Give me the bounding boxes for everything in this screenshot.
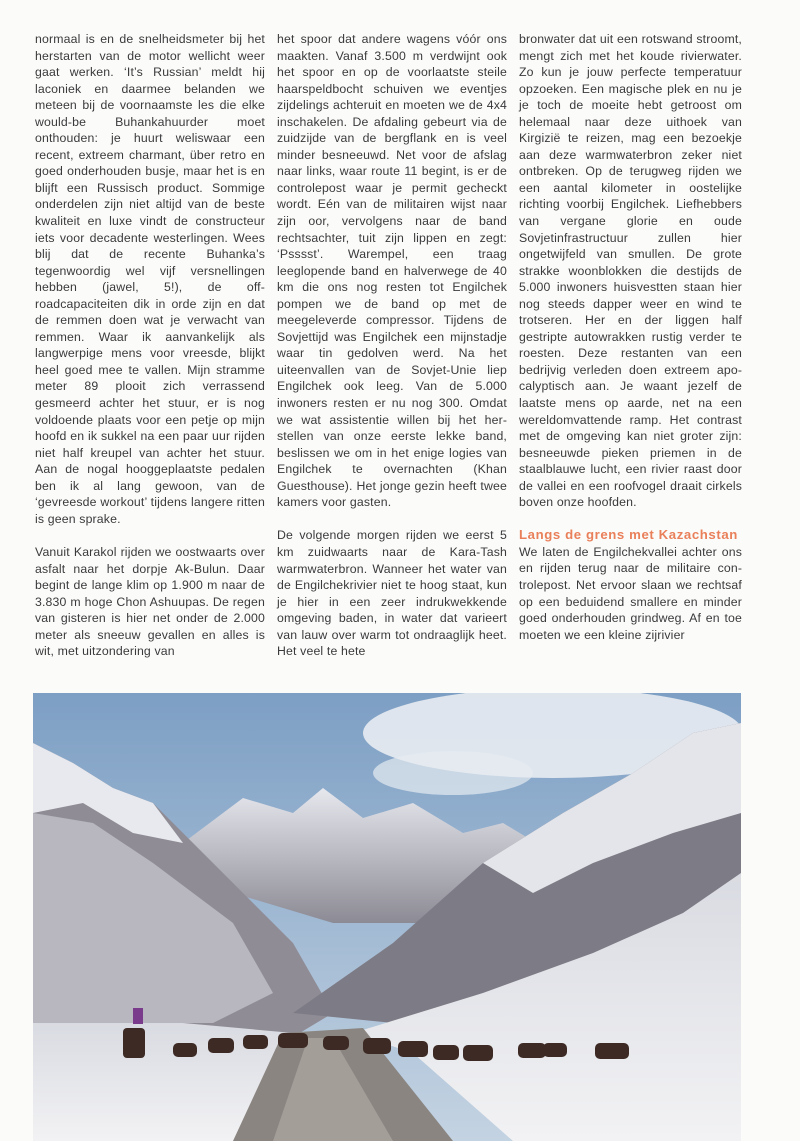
- article-column-1: [35, 31, 265, 676]
- article-column-3: [519, 31, 742, 660]
- paragraph: normaal is en de snelheidsmeter bij het herstarten van de motor wellicht weer gaat werken. ‘It’s Russian’ meldt hij laconiek en daarmee belanden we meteen bij de voornaamste les die elke would-be Buhankahuurder moet onthouden: je huurt weliswaar een recent, extreem charmant, über retro en goed onderhouden busje, maar het is en blijft een Russisch product. Sommige onderdelen zijn niet altijd van de beste kwaliteit en luxe vindt de constructeur iets voor decadente westerlingen. Wees blij dat de recente Buhanka’s tegenwoordig wel vijf versnellingen hebben (jawel, 5!), de off-roadcapaciteiten dik in orde zijn en dat de remmen doen wat je verwacht van remmen. Waar ik aanvankelijk als langwerpige mens voor vreesde, blijkt heel goed mee te vallen. Mijn stramme meter 89 plooit zich verrassend gesmeerd achter het stuur, er is nog voldoende plaats voor een petje op mijn hoofd en ik sukkel na een paar uur rijden niet half kreupel van achter het stuur. Aan de nogal hooggeplaatste pedalen ben ik al lang gewoon, van de ‘gevreesde workout’ tijdens langere ritten is geen sprake.: [35, 32, 265, 526]
- photo-illustration: [33, 693, 741, 1141]
- paragraph: bronwater dat uit een rotswand stroomt, mengt zich met het koude rivierwater. Zo kun je jouw perfecte temperatuur opzoeken. Een magische plek en nu je je toch de moeite hebt getroost om helemaal naar deze uithoek van Kirgizië te reizen, mag een bezoekje aan deze warmwaterbron zeker niet ontbreken. Op de terugweg rijden we een aantal kilometer in oostelijke richting voorbij Engilchek. Liefhebbers van vergane glorie en oude Sovjetinfrastructuur zullen hier ongetwijfeld van smullen. De grote strakke woonblokken die destijds de 5.000 inwoners huisvestten staan hier nog steeds dapper weer en wind te trotseren. Her en der liggen half gestripte autowrakken rustig verder te roesten. Deze restanten van een bedrijvig verleden doen extreem apocalyptisch aan. Je waant jezelf de laatste mens op aarde, net na een wereldomvattende ramp. Het contrast met de omgeving kan niet groter zijn: besneeuwde pieken priemen in de staalblauwe lucht, een rivier raast door de vallei en een roofvogel draait cirkels boven onze hoofden.: [519, 32, 742, 510]
- article-column-2: [277, 31, 507, 676]
- paragraph: We laten de Engilchekvallei achter ons en rijden terug naar de militaire controlepost. Net ervoor slaan we rechtsaf op een beduidend smallere en minder goed onderhouden grindweg. Af en toe moeten we een kleine zijrivier: [519, 544, 742, 642]
- section-heading: Langs de grens met Kazachstan: [519, 527, 738, 543]
- mountain-valley-photo: [33, 693, 741, 1141]
- paragraph: De volgende morgen rijden we eerst 5 km zuidwaarts naar de Kara-Tash warmwaterbron. Wanneer het water van de Engilchekrivier niet te hoog staat, kun je hier in een zeer indrukwekkende omgeving baden, in water dat varieert van lauw over warm tot ondraaglijk heet. Het veel te hete: [277, 528, 507, 659]
- rider: [133, 1008, 143, 1024]
- paragraph: Vanuit Karakol rijden we oostwaarts over asfalt naar het dorpje Ak-Bulun. Daar begint de lange klim op 1.900 m naar de 3.830 m hoge Chon Ashuupas. De regen van gisteren is hier net onder de 2.000 meter als sneeuw gevallen en alles is wit, met uitzondering van: [35, 544, 265, 659]
- paragraph: het spoor dat andere wagens vóór ons maakten. Vanaf 3.500 m verdwijnt ook het spoor en op de voorlaatste steile haarspeldbocht schuiven we eventjes zijdelings achteruit en moeten we de 4x4 inschakelen. De afdaling gebeurt via de zuidzijde van de bergflank en is veel minder besneeuwd. Net voor de afslag naar links, waar route 11 begint, is er de controlepost waar je permit gecheckt wordt. Eén van de militairen wijst naar zijn oor, vervolgens naar de band rechtsachter, tuit zijn lippen en zegt: ‘Psssst’. Warempel, een traag leeglopende band en halverwege de 40 km die ons nog resten tot Engilchek pompen we de band op met de meegeleverde compressor. Tijdens de Sovjettijd was Engilchek een mijnstadje waar tin gedolven werd. Na het uiteenvallen van de Sovjet-Unie liep Engilchek ook leeg. Van de 5.000 inwoners resten er nu nog 300. Omdat we wat assistentie willen bij het herstellen van onze eerste lekke band, beslissen we om in het enige logies van Engilchek te overnachten (Khan Guesthouse). Het jonge gezin heeft twee kamers voor gasten.: [277, 32, 507, 510]
